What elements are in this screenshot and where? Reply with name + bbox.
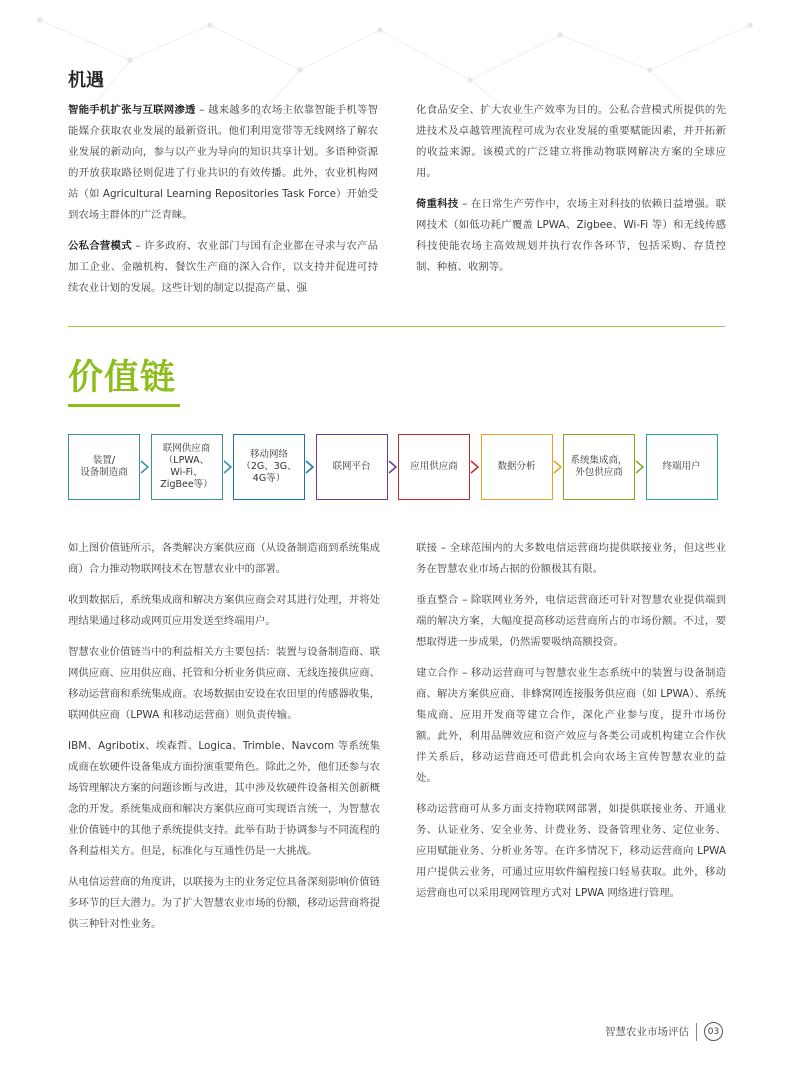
body-left-column: [68, 538, 380, 945]
chain-arrow-icon: [305, 460, 315, 474]
paragraph-smartphone: [68, 100, 378, 226]
heading-underline: [68, 404, 180, 407]
section-divider: [68, 326, 725, 327]
paragraph-text: – 越来越多的农场主依靠智能手机等智能媒介获取农业发展的最新资讯。他们利用宽带等无线网络了解农业发展的新动向，参与以产业为导向的知识共享计划。多语种资源的开放获取路径则促进了行业共识的有效传播。此外，农业机构网站（如 Agricultural Learning Repositories Task Force）开始受到农场主群体的广泛青睐。: [68, 104, 378, 221]
footer-title: 智慧农业市场评估: [605, 1026, 689, 1038]
footer-separator: [696, 1023, 697, 1041]
value-chain-heading: 价值链: [68, 358, 177, 398]
value-chain-diagram: [68, 434, 728, 504]
lead-term: 倚重科技: [416, 198, 459, 210]
chain-node-end-user: 终端用户: [646, 434, 718, 500]
chain-arrow-icon: [223, 460, 233, 474]
paragraph-technology: [416, 194, 726, 278]
opportunities-heading: 机遇: [68, 70, 104, 91]
chain-node-iot-platform: 联网平台: [316, 434, 388, 500]
chain-arrow-icon: [470, 460, 480, 474]
chain-node-connectivity-provider: 联网供应商 （LPWA、 Wi-Fi、 ZigBee等）: [151, 434, 223, 500]
chain-arrow-icon: [388, 460, 398, 474]
lead-term: 公私合营模式: [68, 240, 132, 252]
body-paragraph: 建立合作 – 移动运营商可与智慧农业生态系统中的装置与设备制造商、解决方案供应商、非蜂窝网连接服务供应商（如 LPWA）、系统集成商、应用开发商等建立合作，深化产业参与度，提升市场份额。此外，利用品牌效应和资产效应与各类公司或机构建立合作伙伴关系后，移动运营商还可借此机会向农场主宣传智慧农业的益处。: [416, 667, 726, 784]
body-paragraph: 移动运营商可从多方面支持物联网部署，如提供联接业务、开通业务、认证业务、安全业务、计费业务、设备管理业务、定位业务、应用赋能业务、分析业务等。在许多情况下，移动运营商向 LPWA 用户提供云业务，可通过应用软件编程接口轻易获取。此外，移动运营商也可以采用现网管理方式对 LPWA 网络进行管理。: [416, 803, 726, 899]
body-paragraph: 联接 – 全球范围内的大多数电信运营商均提供联接业务，但这些业务在智慧农业市场占据的份额极其有限。: [416, 542, 726, 575]
body-paragraph: 智慧农业价值链当中的利益相关方主要包括：装置与设备制造商、联网供应商、应用供应商、托管和分析业务供应商、无线连接供应商、移动运营商和系统集成商。农场数据由安设在农田里的传感器收集，联网供应商（LPWA 和移动运营商）则负责传输。: [68, 646, 380, 721]
paragraph-text: – 许多政府、农业部门与国有企业都在寻求与农产品加工企业、金融机构、餐饮生产商的深入合作，以支持并促进可持续农业计划的发展。这些计划的制定以提高产量、强: [68, 240, 378, 294]
lead-term: 智能手机扩张与互联网渗透: [68, 104, 196, 116]
paragraph-ppp-continued: [416, 100, 726, 184]
opportunities-right-column: [416, 100, 726, 288]
body-paragraph: IBM、Agribotix、埃森哲、Logica、Trimble、Navcom 等系统集成商在软硬件设备集成方面扮演重要角色。除此之外，他们还参与农场管理解决方案的问题诊断与改进，其中涉及软硬件设备相关创新概念的开发。系统集成商和解决方案供应商可实现语言统一，为智慧农业价值链中的其他子系统提供支持。此举有助于协调参与不同流程的各利益相关方。但是，标准化与互通性仍是一大挑战。: [68, 740, 380, 857]
body-paragraph: 垂直整合 – 除联网业务外，电信运营商还可针对智慧农业提供端到端的解决方案，大幅度提高移动运营商所占的市场份额。不过，要想取得进一步成果，仍然需要吸纳高额投资。: [416, 594, 726, 648]
chain-arrow-icon: [553, 460, 563, 474]
chain-arrow-icon: [140, 460, 150, 474]
chain-node-app-provider: 应用供应商: [398, 434, 470, 500]
body-paragraph: 如上图价值链所示，各类解决方案供应商（从设备制造商到系统集成商）合力推动物联网技术在智慧农业中的部署。: [68, 542, 380, 575]
chain-node-device-maker: 装置/ 设备制造商: [68, 434, 140, 500]
body-paragraph: 收到数据后，系统集成商和解决方案供应商会对其进行处理，并将处理结果通过移动或网页应用发送至终端用户。: [68, 594, 380, 627]
chain-arrow-icon: [635, 460, 645, 474]
chain-node-data-analytics: 数据分析: [481, 434, 553, 500]
paragraph-text: 化食品安全、扩大农业生产效率为目的。公私合营模式所提供的先进技术及卓越管理流程可成为农业发展的重要赋能因素，并开拓新的收益来源。该模式的广泛建立将推动物联网解决方案的全球应用。: [416, 104, 726, 179]
paragraph-text: – 在日常生产劳作中，农场主对科技的依赖日益增强。联网技术（如低功耗广覆盖 LPWA、Zigbee、Wi-Fi 等）和无线传感科技使能农场主高效规划并执行农作各环节，包括采购、存货控制、种植、收割等。: [416, 198, 726, 273]
body-right-column: [416, 538, 726, 914]
chain-node-mobile-network: 移动网络 （2G、3G、 4G等）: [233, 434, 305, 500]
opportunities-left-column: [68, 100, 378, 309]
paragraph-ppp: [68, 236, 378, 299]
chain-node-system-integrator: 系统集成商， 外包供应商: [563, 434, 635, 500]
page-footer: [605, 1022, 723, 1041]
body-paragraph: 从电信运营商的角度讲，以联接为主的业务定位具备深刻影响价值链多环节的巨大潜力。为了扩大智慧农业市场的份额，移动运营商将提供三种针对性业务。: [68, 876, 380, 930]
page-number: 03: [704, 1022, 723, 1041]
